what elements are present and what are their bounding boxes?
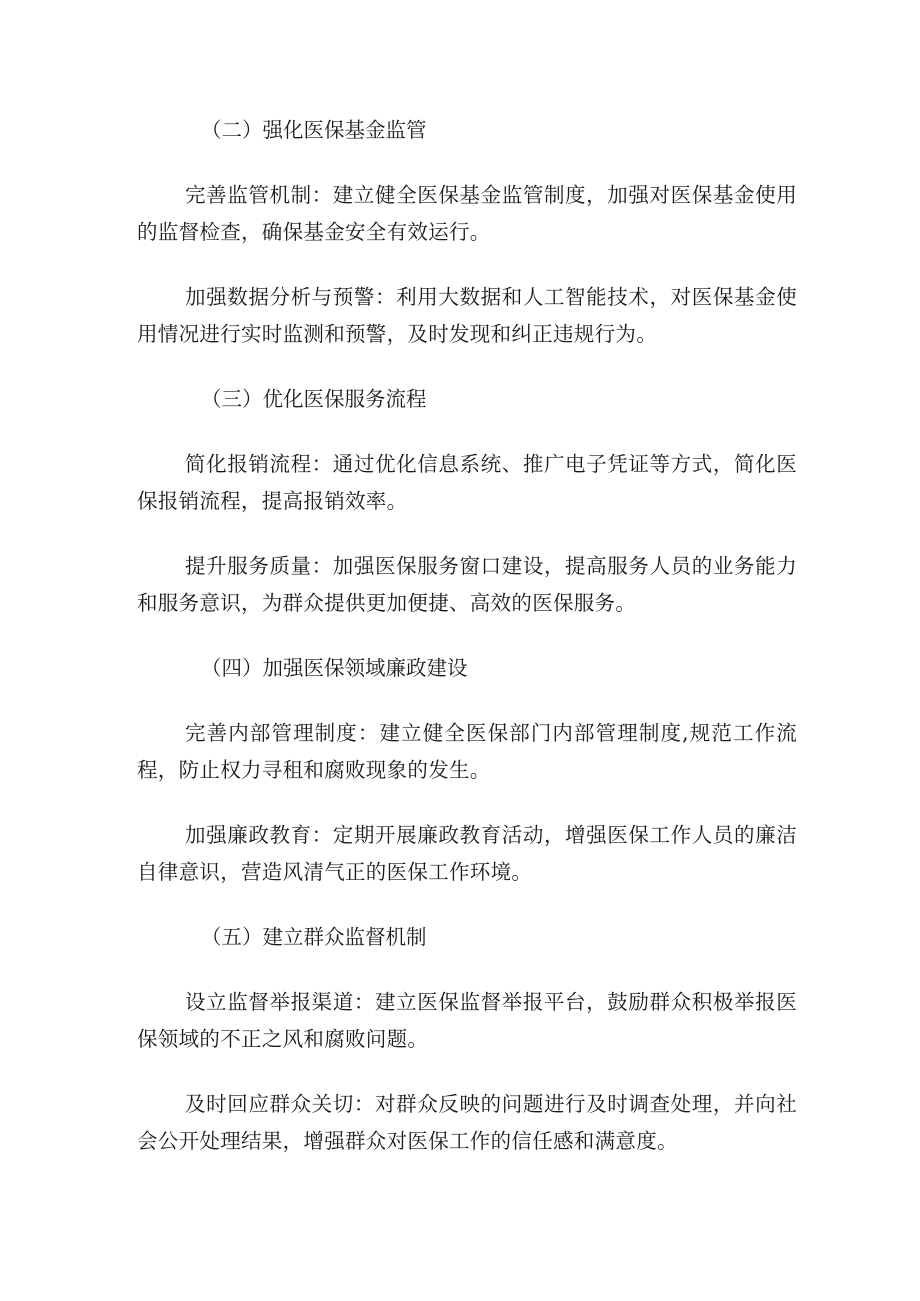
paragraph-report-channel: 设立监督举报渠道：建立医保监督举报平台，鼓励群众积极举报医保领域的不正之风和腐败问题。 [137,990,797,1051]
section-heading-3: （三）优化医保服务流程 [201,387,427,411]
document-page [137,112,797,1188]
paragraph-integrity-education: 加强廉政教育：定期开展廉政教育活动，增强医保工作人员的廉洁自律意识，营造风清气正的医保工作环境。 [137,823,797,884]
paragraph-simplify-reimbursement: 简化报销流程：通过优化信息系统、推广电子凭证等方式，简化医保报销流程，提高报销效率。 [137,452,797,513]
section-heading-4: （四）加强医保领域廉政建设 [201,656,468,680]
paragraph-respond-concerns: 及时回应群众关切：对群众反映的问题进行及时调查处理，并向社会公开处理结果，增强群众对医保工作的信任感和满意度。 [137,1092,797,1153]
paragraph-data-analysis-warning: 加强数据分析与预警：利用大数据和人工智能技术，对医保基金使用情况进行实时监测和预警，及时发现和纠正违规行为。 [137,285,797,346]
section-heading-2: （二）强化医保基金监管 [201,118,427,142]
paragraph-supervision-mechanism: 完善监管机制：建立健全医保基金监管制度，加强对医保基金使用的监督检查，确保基金安全有效运行。 [137,183,797,244]
paragraph-internal-management: 完善内部管理制度：建立健全医保部门内部管理制度,规范工作流程，防止权力寻租和腐败现象的发生。 [137,721,797,782]
paragraph-service-quality: 提升服务质量：加强医保服务窗口建设，提高服务人员的业务能力和服务意识，为群众提供更加便捷、高效的医保服务。 [137,554,797,615]
section-heading-5: （五）建立群众监督机制 [201,925,427,949]
